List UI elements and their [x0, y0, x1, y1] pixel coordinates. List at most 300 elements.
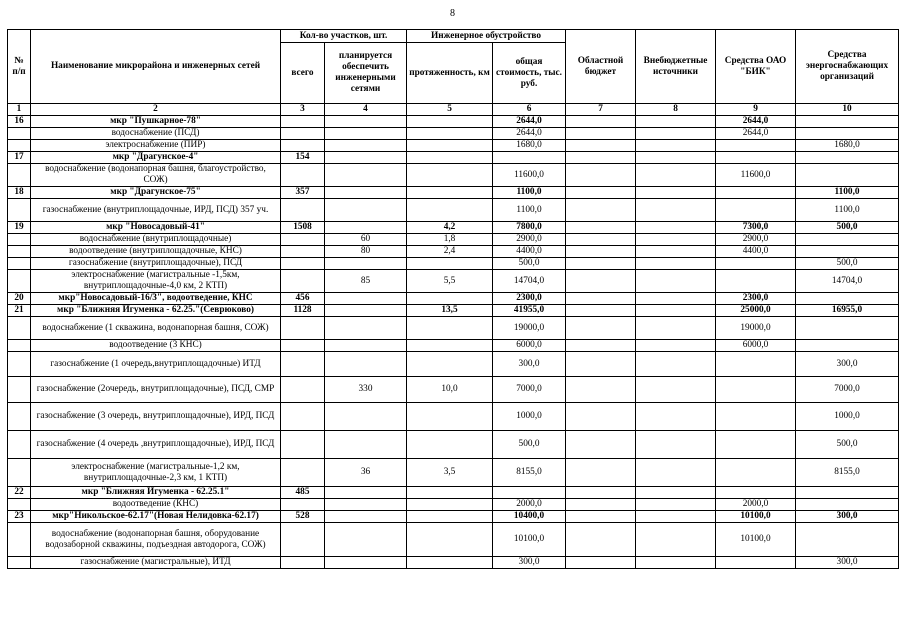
table-cell: 500,0: [796, 258, 899, 270]
table-cell: [796, 128, 899, 140]
table-cell: [281, 317, 325, 340]
table-cell: [8, 431, 31, 459]
header-energy: Средства энергоснабжающих организаций: [796, 30, 899, 104]
table-cell: 14704,0: [796, 270, 899, 293]
table-cell: [566, 164, 636, 187]
table-cell: 2644,0: [493, 116, 566, 128]
table-cell: [636, 187, 716, 199]
row-name-cell: мкр"Никольское-62.17"(Новая Нелидовка-62.17): [31, 511, 281, 523]
table-cell: 154: [281, 152, 325, 164]
table-cell: [566, 459, 636, 487]
table-cell: [566, 128, 636, 140]
row-name-cell: газоснабжение (3 очередь, внутриплощадочные), ИРД, ПСД: [31, 403, 281, 431]
column-number: 6: [493, 104, 566, 116]
table-cell: 357: [281, 187, 325, 199]
table-cell: 14704,0: [493, 270, 566, 293]
table-cell: 7800,0: [493, 222, 566, 234]
table-cell: [281, 246, 325, 258]
table-cell: [636, 270, 716, 293]
table-cell: [8, 246, 31, 258]
table-cell: [716, 403, 796, 431]
table-cell: 485: [281, 487, 325, 499]
table-cell: [281, 164, 325, 187]
table-cell: 4,2: [407, 222, 493, 234]
table-cell: [325, 557, 407, 569]
infrastructure-table: [7, 29, 899, 569]
table-cell: [566, 187, 636, 199]
table-cell: [8, 340, 31, 352]
table-cell: [325, 523, 407, 557]
table-cell: 1100,0: [796, 199, 899, 222]
table-cell: [407, 199, 493, 222]
page-number: 8: [450, 8, 455, 19]
table-cell: [8, 164, 31, 187]
table-cell: 10100,0: [716, 523, 796, 557]
table-cell: [281, 459, 325, 487]
row-name-cell: мкр"Новосадовый-16/3", водоотведение, КНС: [31, 293, 281, 305]
table-cell: 500,0: [796, 431, 899, 459]
table-cell: [8, 128, 31, 140]
table-cell: [796, 246, 899, 258]
table-cell: [716, 487, 796, 499]
table-cell: [325, 403, 407, 431]
table-cell: [636, 431, 716, 459]
table-cell: [716, 199, 796, 222]
column-number: 2: [31, 104, 281, 116]
table-cell: [566, 499, 636, 511]
table-cell: [566, 511, 636, 523]
table-cell: [566, 523, 636, 557]
table-cell: 19000,0: [716, 317, 796, 340]
table-cell: 21: [8, 305, 31, 317]
table-cell: [636, 377, 716, 403]
table-row: [8, 222, 899, 234]
table-cell: [8, 140, 31, 152]
table-cell: [8, 352, 31, 377]
table-cell: 300,0: [796, 557, 899, 569]
table-cell: 2900,0: [493, 234, 566, 246]
table-row: [8, 199, 899, 222]
table-row: [8, 305, 899, 317]
row-name-cell: водоотведение (3 КНС): [31, 340, 281, 352]
row-name-cell: водоснабжение (водонапорная башня, оборудование водозаборной скважины, подъездная автодорога, СОЖ): [31, 523, 281, 557]
table-cell: [636, 234, 716, 246]
table-cell: [325, 128, 407, 140]
table-cell: [796, 293, 899, 305]
table-cell: [281, 352, 325, 377]
table-row: [8, 234, 899, 246]
table-cell: 41955,0: [493, 305, 566, 317]
table-cell: 7000,0: [796, 377, 899, 403]
table-cell: [325, 187, 407, 199]
table-cell: [566, 377, 636, 403]
table-cell: 300,0: [796, 511, 899, 523]
table-cell: 4400,0: [493, 246, 566, 258]
table-cell: 80: [325, 246, 407, 258]
column-number-row: [8, 104, 899, 116]
table-cell: [796, 523, 899, 557]
column-number: 1: [8, 104, 31, 116]
table-cell: [636, 128, 716, 140]
table-cell: [281, 431, 325, 459]
table-cell: [716, 270, 796, 293]
table-row: [8, 116, 899, 128]
table-cell: [281, 140, 325, 152]
table-cell: 25000,0: [716, 305, 796, 317]
table-cell: [636, 305, 716, 317]
table-cell: [281, 403, 325, 431]
table-cell: [566, 140, 636, 152]
table-cell: 23: [8, 511, 31, 523]
table-cell: [636, 499, 716, 511]
table-cell: [566, 352, 636, 377]
table-cell: 500,0: [493, 431, 566, 459]
table-row: [8, 431, 899, 459]
table-cell: 11600,0: [493, 164, 566, 187]
header-cost: общая стоимость, тыс. руб.: [493, 43, 566, 104]
table-cell: 2300,0: [716, 293, 796, 305]
table-cell: [716, 459, 796, 487]
table-cell: [566, 340, 636, 352]
table-cell: [407, 152, 493, 164]
table-cell: [566, 222, 636, 234]
table-cell: [636, 222, 716, 234]
row-name-cell: мкр "Пушкарное-78": [31, 116, 281, 128]
table-row: [8, 246, 899, 258]
table-cell: 2644,0: [716, 128, 796, 140]
table-row: [8, 523, 899, 557]
header-length: протяженность, км: [407, 43, 493, 104]
table-cell: [407, 164, 493, 187]
table-cell: 36: [325, 459, 407, 487]
row-name-cell: водоснабжение (1 скважина, водонапорная башня, СОЖ): [31, 317, 281, 340]
table-cell: [716, 187, 796, 199]
table-cell: [325, 164, 407, 187]
table-cell: [716, 152, 796, 164]
table-cell: [636, 116, 716, 128]
table-row: [8, 128, 899, 140]
table-cell: [636, 511, 716, 523]
table-cell: [407, 523, 493, 557]
table-cell: [407, 499, 493, 511]
table-cell: [636, 352, 716, 377]
table-cell: [716, 377, 796, 403]
header-bik: Средства ОАО "БИК": [716, 30, 796, 104]
table-cell: 1100,0: [493, 199, 566, 222]
table-cell: [407, 128, 493, 140]
table-cell: 11600,0: [716, 164, 796, 187]
table-cell: [407, 317, 493, 340]
table-cell: [566, 557, 636, 569]
table-row: [8, 487, 899, 499]
table-cell: 500,0: [796, 222, 899, 234]
table-cell: [636, 140, 716, 152]
table-cell: [716, 140, 796, 152]
row-name-cell: электроснабжение (магистральные -1,5км, внутриплощадочные-4,0 км, 2 КТП): [31, 270, 281, 293]
table-row: [8, 557, 899, 569]
table-cell: 1680,0: [796, 140, 899, 152]
table-cell: [325, 152, 407, 164]
table-cell: 1100,0: [796, 187, 899, 199]
table-cell: [636, 557, 716, 569]
table-cell: [281, 523, 325, 557]
table-cell: 2300,0: [493, 293, 566, 305]
table-cell: [325, 140, 407, 152]
table-cell: [636, 258, 716, 270]
table-row: [8, 403, 899, 431]
table-cell: [281, 499, 325, 511]
table-cell: 1128: [281, 305, 325, 317]
table-row: [8, 258, 899, 270]
table-cell: 1680,0: [493, 140, 566, 152]
table-cell: 2644,0: [493, 128, 566, 140]
table-cell: [796, 164, 899, 187]
table-row: [8, 459, 899, 487]
header-num: № п/п: [8, 30, 31, 104]
table-cell: 10100,0: [493, 523, 566, 557]
table-cell: [493, 152, 566, 164]
table-cell: 528: [281, 511, 325, 523]
table-cell: 2644,0: [716, 116, 796, 128]
header-extrabudget: Внебюджетные источники: [636, 30, 716, 104]
table-cell: 2,4: [407, 246, 493, 258]
table-cell: [566, 246, 636, 258]
header-group-engineering: Инженерное обустройство: [407, 30, 566, 43]
table-cell: [566, 487, 636, 499]
table-cell: [281, 340, 325, 352]
table-cell: 1000,0: [493, 403, 566, 431]
table-cell: 300,0: [493, 352, 566, 377]
table-cell: 22: [8, 487, 31, 499]
table-cell: [325, 305, 407, 317]
row-name-cell: мкр "Ближняя Игуменка - 62.25."(Севрюково): [31, 305, 281, 317]
table-cell: [281, 377, 325, 403]
table-cell: [281, 270, 325, 293]
table-cell: [566, 293, 636, 305]
row-name-cell: водоснабжение (водонапорная башня, благоустройство, СОЖ): [31, 164, 281, 187]
table-cell: 2900,0: [716, 234, 796, 246]
table-cell: 500,0: [493, 258, 566, 270]
table-cell: [566, 199, 636, 222]
table-cell: 1,8: [407, 234, 493, 246]
table-cell: 3,5: [407, 459, 493, 487]
table-cell: [8, 317, 31, 340]
table-cell: 16955,0: [796, 305, 899, 317]
table-row: [8, 352, 899, 377]
table-cell: [407, 293, 493, 305]
table-row: [8, 377, 899, 403]
table-cell: 2000,0: [493, 499, 566, 511]
row-name-cell: газоснабжение (4 очередь ,внутриплощадочные), ИРД, ПСД: [31, 431, 281, 459]
table-cell: [8, 234, 31, 246]
table-cell: [8, 199, 31, 222]
table-cell: [407, 140, 493, 152]
header-name: Наименование микрорайона и инженерных сетей: [31, 30, 281, 104]
row-name-cell: водоотведение (КНС): [31, 499, 281, 511]
table-cell: [796, 340, 899, 352]
table-cell: 19000,0: [493, 317, 566, 340]
table-cell: 19: [8, 222, 31, 234]
table-cell: [716, 557, 796, 569]
table-cell: [8, 499, 31, 511]
table-cell: [281, 116, 325, 128]
table-cell: [281, 557, 325, 569]
table-cell: [566, 258, 636, 270]
row-name-cell: мкр "Ближняя Игуменка - 62.25.1": [31, 487, 281, 499]
table-cell: 20: [8, 293, 31, 305]
table-cell: 17: [8, 152, 31, 164]
row-name-cell: водоотведение (внутриплощадочные, КНС): [31, 246, 281, 258]
table-cell: 300,0: [796, 352, 899, 377]
row-name-cell: электроснабжение (ПИР): [31, 140, 281, 152]
table-cell: [566, 317, 636, 340]
column-number: 7: [566, 104, 636, 116]
table-cell: 16: [8, 116, 31, 128]
table-cell: [407, 487, 493, 499]
table-cell: 1100,0: [493, 187, 566, 199]
table-cell: [407, 431, 493, 459]
table-cell: [716, 352, 796, 377]
table-cell: 5,5: [407, 270, 493, 293]
table-cell: [716, 431, 796, 459]
table-cell: [281, 199, 325, 222]
table-cell: [325, 293, 407, 305]
table-cell: 85: [325, 270, 407, 293]
table-cell: [566, 116, 636, 128]
table-cell: 2000,0: [716, 499, 796, 511]
column-number: 10: [796, 104, 899, 116]
table-cell: 13,5: [407, 305, 493, 317]
table-cell: 300,0: [493, 557, 566, 569]
row-name-cell: газоснабжение (2очередь, внутриплощадочные), ПСД, СМР: [31, 377, 281, 403]
header-group-sites: Кол-во участков, шт.: [281, 30, 407, 43]
table-cell: 4400,0: [716, 246, 796, 258]
table-cell: [636, 246, 716, 258]
table-cell: [8, 403, 31, 431]
row-name-cell: мкр "Драгунское-75": [31, 187, 281, 199]
table-cell: [325, 511, 407, 523]
table-cell: 330: [325, 377, 407, 403]
table-cell: [636, 487, 716, 499]
table-cell: 6000,0: [716, 340, 796, 352]
table-cell: [796, 487, 899, 499]
table-cell: [566, 431, 636, 459]
table-cell: [8, 258, 31, 270]
table-cell: [407, 403, 493, 431]
row-name-cell: газоснабжение (внутриплощадочные), ПСД: [31, 258, 281, 270]
table-cell: [796, 234, 899, 246]
table-cell: [325, 431, 407, 459]
table-cell: [796, 116, 899, 128]
table-cell: [566, 305, 636, 317]
table-cell: [325, 487, 407, 499]
table-row: [8, 140, 899, 152]
table-cell: [796, 499, 899, 511]
column-number: 8: [636, 104, 716, 116]
table-cell: [8, 523, 31, 557]
table-cell: [325, 222, 407, 234]
row-name-cell: водоснабжение (ПСД): [31, 128, 281, 140]
table-row: [8, 152, 899, 164]
table-row: [8, 293, 899, 305]
table-cell: [325, 317, 407, 340]
table-cell: 6000,0: [493, 340, 566, 352]
table-cell: 10100,0: [716, 511, 796, 523]
table-row: [8, 317, 899, 340]
table-row: [8, 187, 899, 199]
row-name-cell: газоснабжение (1 очередь,внутриплощадочные) ИТД: [31, 352, 281, 377]
column-number: 5: [407, 104, 493, 116]
table-cell: [407, 187, 493, 199]
row-name-cell: мкр "Новосадовый-41": [31, 222, 281, 234]
table-cell: 7000,0: [493, 377, 566, 403]
table-row: [8, 340, 899, 352]
table-cell: [636, 293, 716, 305]
row-name-cell: газоснабжение (магистральные), ИТД: [31, 557, 281, 569]
table-cell: [8, 557, 31, 569]
table-cell: [566, 403, 636, 431]
table-cell: [636, 340, 716, 352]
table-cell: [636, 317, 716, 340]
table-cell: [636, 523, 716, 557]
table-cell: [566, 234, 636, 246]
table-cell: 1000,0: [796, 403, 899, 431]
table-cell: [281, 234, 325, 246]
row-name-cell: водоснабжение (внутриплощадочные): [31, 234, 281, 246]
table-cell: [325, 352, 407, 377]
row-name-cell: газоснабжение (внутриплощадочные, ИРД, ПСД) 357 уч.: [31, 199, 281, 222]
table-cell: [325, 499, 407, 511]
table-row: [8, 270, 899, 293]
row-name-cell: электроснабжение (магистральные-1,2 км, внутриплощадочные-2,3 км, 1 КТП): [31, 459, 281, 487]
table-cell: 10400,0: [493, 511, 566, 523]
table-cell: [8, 377, 31, 403]
table-cell: [281, 128, 325, 140]
table-cell: [566, 152, 636, 164]
table-row: [8, 164, 899, 187]
table-cell: 18: [8, 187, 31, 199]
table-cell: [8, 270, 31, 293]
table-cell: 1508: [281, 222, 325, 234]
row-name-cell: мкр "Драгунское-4": [31, 152, 281, 164]
table-cell: 8155,0: [796, 459, 899, 487]
table-cell: [281, 258, 325, 270]
table-cell: 8155,0: [493, 459, 566, 487]
table-cell: [716, 258, 796, 270]
table-cell: [407, 352, 493, 377]
table-cell: [325, 340, 407, 352]
table-cell: [407, 557, 493, 569]
column-number: 3: [281, 104, 325, 116]
table-row: [8, 511, 899, 523]
table-cell: [796, 152, 899, 164]
table-cell: [325, 258, 407, 270]
table-cell: [493, 487, 566, 499]
header-planned: планируется обеспечить инженерными сетями: [325, 43, 407, 104]
table-cell: [636, 403, 716, 431]
table-cell: [566, 270, 636, 293]
table-cell: [8, 459, 31, 487]
header-regional-budget: Областной бюджет: [566, 30, 636, 104]
column-number: 4: [325, 104, 407, 116]
table-cell: [636, 199, 716, 222]
table-cell: [636, 164, 716, 187]
table-cell: [407, 258, 493, 270]
table-cell: [325, 199, 407, 222]
table-cell: 7300,0: [716, 222, 796, 234]
table-cell: [407, 511, 493, 523]
table-cell: [636, 459, 716, 487]
